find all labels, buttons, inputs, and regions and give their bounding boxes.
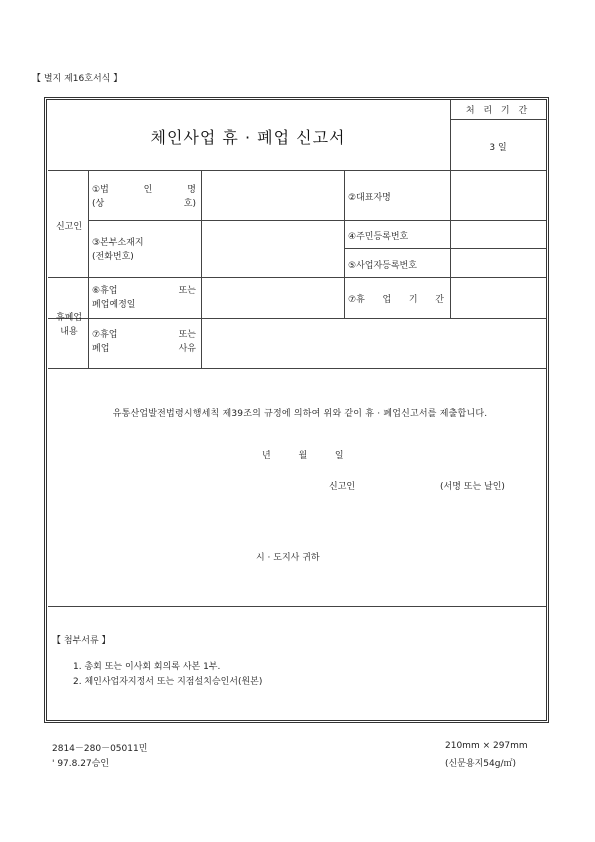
closure-date-b: 또는 <box>178 286 196 296</box>
closure-period-d: 간 <box>435 295 444 305</box>
closure-date-a: ⑥휴업 <box>92 286 118 296</box>
date-day-label: 일 <box>334 451 344 461</box>
corp-name-end: 명 <box>187 185 196 195</box>
field-rep-name-input[interactable] <box>451 171 545 219</box>
hq-address-label: ③본부소재지 <box>92 238 144 248</box>
field-rep-name-label: ②대표자명 <box>348 193 391 203</box>
hq-phone-label: (전화번호) <box>92 252 134 262</box>
attachments-header: 【 첨부서류 】 <box>52 636 111 646</box>
date-line <box>262 448 344 461</box>
date-month-label: 월 <box>298 451 308 461</box>
reporter-section-label: 신고인 <box>55 222 83 232</box>
reason-b: 또는 <box>178 330 196 340</box>
footer-code: 2814－280－05011민 <box>52 744 148 754</box>
field-closure-date-input[interactable] <box>202 278 343 317</box>
field-hq-label <box>92 236 144 264</box>
field-hq-input[interactable] <box>202 221 343 276</box>
field-closure-period-input[interactable] <box>451 278 545 317</box>
processing-label: 처 리 기 간 <box>465 106 531 116</box>
closure-period-a: ⑦휴 <box>348 295 365 305</box>
field-business-no-input[interactable] <box>451 249 545 276</box>
reason-c: 폐업 <box>92 344 110 354</box>
corp-name-mid: 인 <box>143 185 153 195</box>
attachment-item: 1. 총회 또는 이사회 회의록 사본 1부. <box>73 662 221 672</box>
footer-paper-size: 210mm × 297mm <box>445 741 528 751</box>
footer-approved: ' 97.8.27승인 <box>52 759 110 769</box>
processing-value: 3 일 <box>489 143 507 153</box>
reason-a: ⑦휴업 <box>92 330 118 340</box>
recipient: 시 · 도지사 귀하 <box>256 553 320 563</box>
field-reason-input[interactable] <box>202 319 545 367</box>
closure-date-c: 폐업예정일 <box>92 300 136 310</box>
date-year-label: 년 <box>262 451 271 461</box>
trade-name-open: (상 <box>92 199 105 209</box>
trade-name-close: 호) <box>183 199 196 209</box>
attachments-list <box>73 660 262 690</box>
field-closure-date-label <box>92 284 196 312</box>
closure-period-b: 업 <box>382 295 392 305</box>
field-resident-no-label: ④주민등록번호 <box>348 232 409 242</box>
field-closure-period-label <box>348 292 444 305</box>
closure-section-label <box>50 311 88 339</box>
field-reason-label <box>92 328 196 356</box>
footer-paper-type: (신문용지54g/㎡) <box>445 759 516 769</box>
reason-d: 사유 <box>178 344 196 354</box>
field-corp-name-input[interactable] <box>202 171 343 219</box>
form-title: 체인사업 휴 · 폐업 신고서 <box>150 127 346 147</box>
signature-note: (서명 또는 날인) <box>440 482 505 492</box>
closure-period-c: 기 <box>408 295 418 305</box>
declaration-text: 유통산업발전법령시행세칙 제39조의 규정에 의하여 위와 같이 휴 · 폐업신고서를 제출합니다. <box>112 409 488 419</box>
closure-section-line2: 내용 <box>60 327 78 337</box>
form-code: 【 별지 제16호서식 】 <box>32 74 123 84</box>
field-business-no-label: ⑤사업자등록번호 <box>348 261 417 271</box>
field-resident-no-input[interactable] <box>451 221 545 247</box>
attachment-item: 2. 체인사업자지정서 또는 지점설치승인서(원본) <box>73 677 263 687</box>
corp-name-num: ①법 <box>92 185 109 195</box>
field-corp-name-label <box>92 183 196 211</box>
closure-section-line1: 휴폐업 <box>55 313 83 323</box>
signer-label: 신고인 <box>329 482 356 492</box>
